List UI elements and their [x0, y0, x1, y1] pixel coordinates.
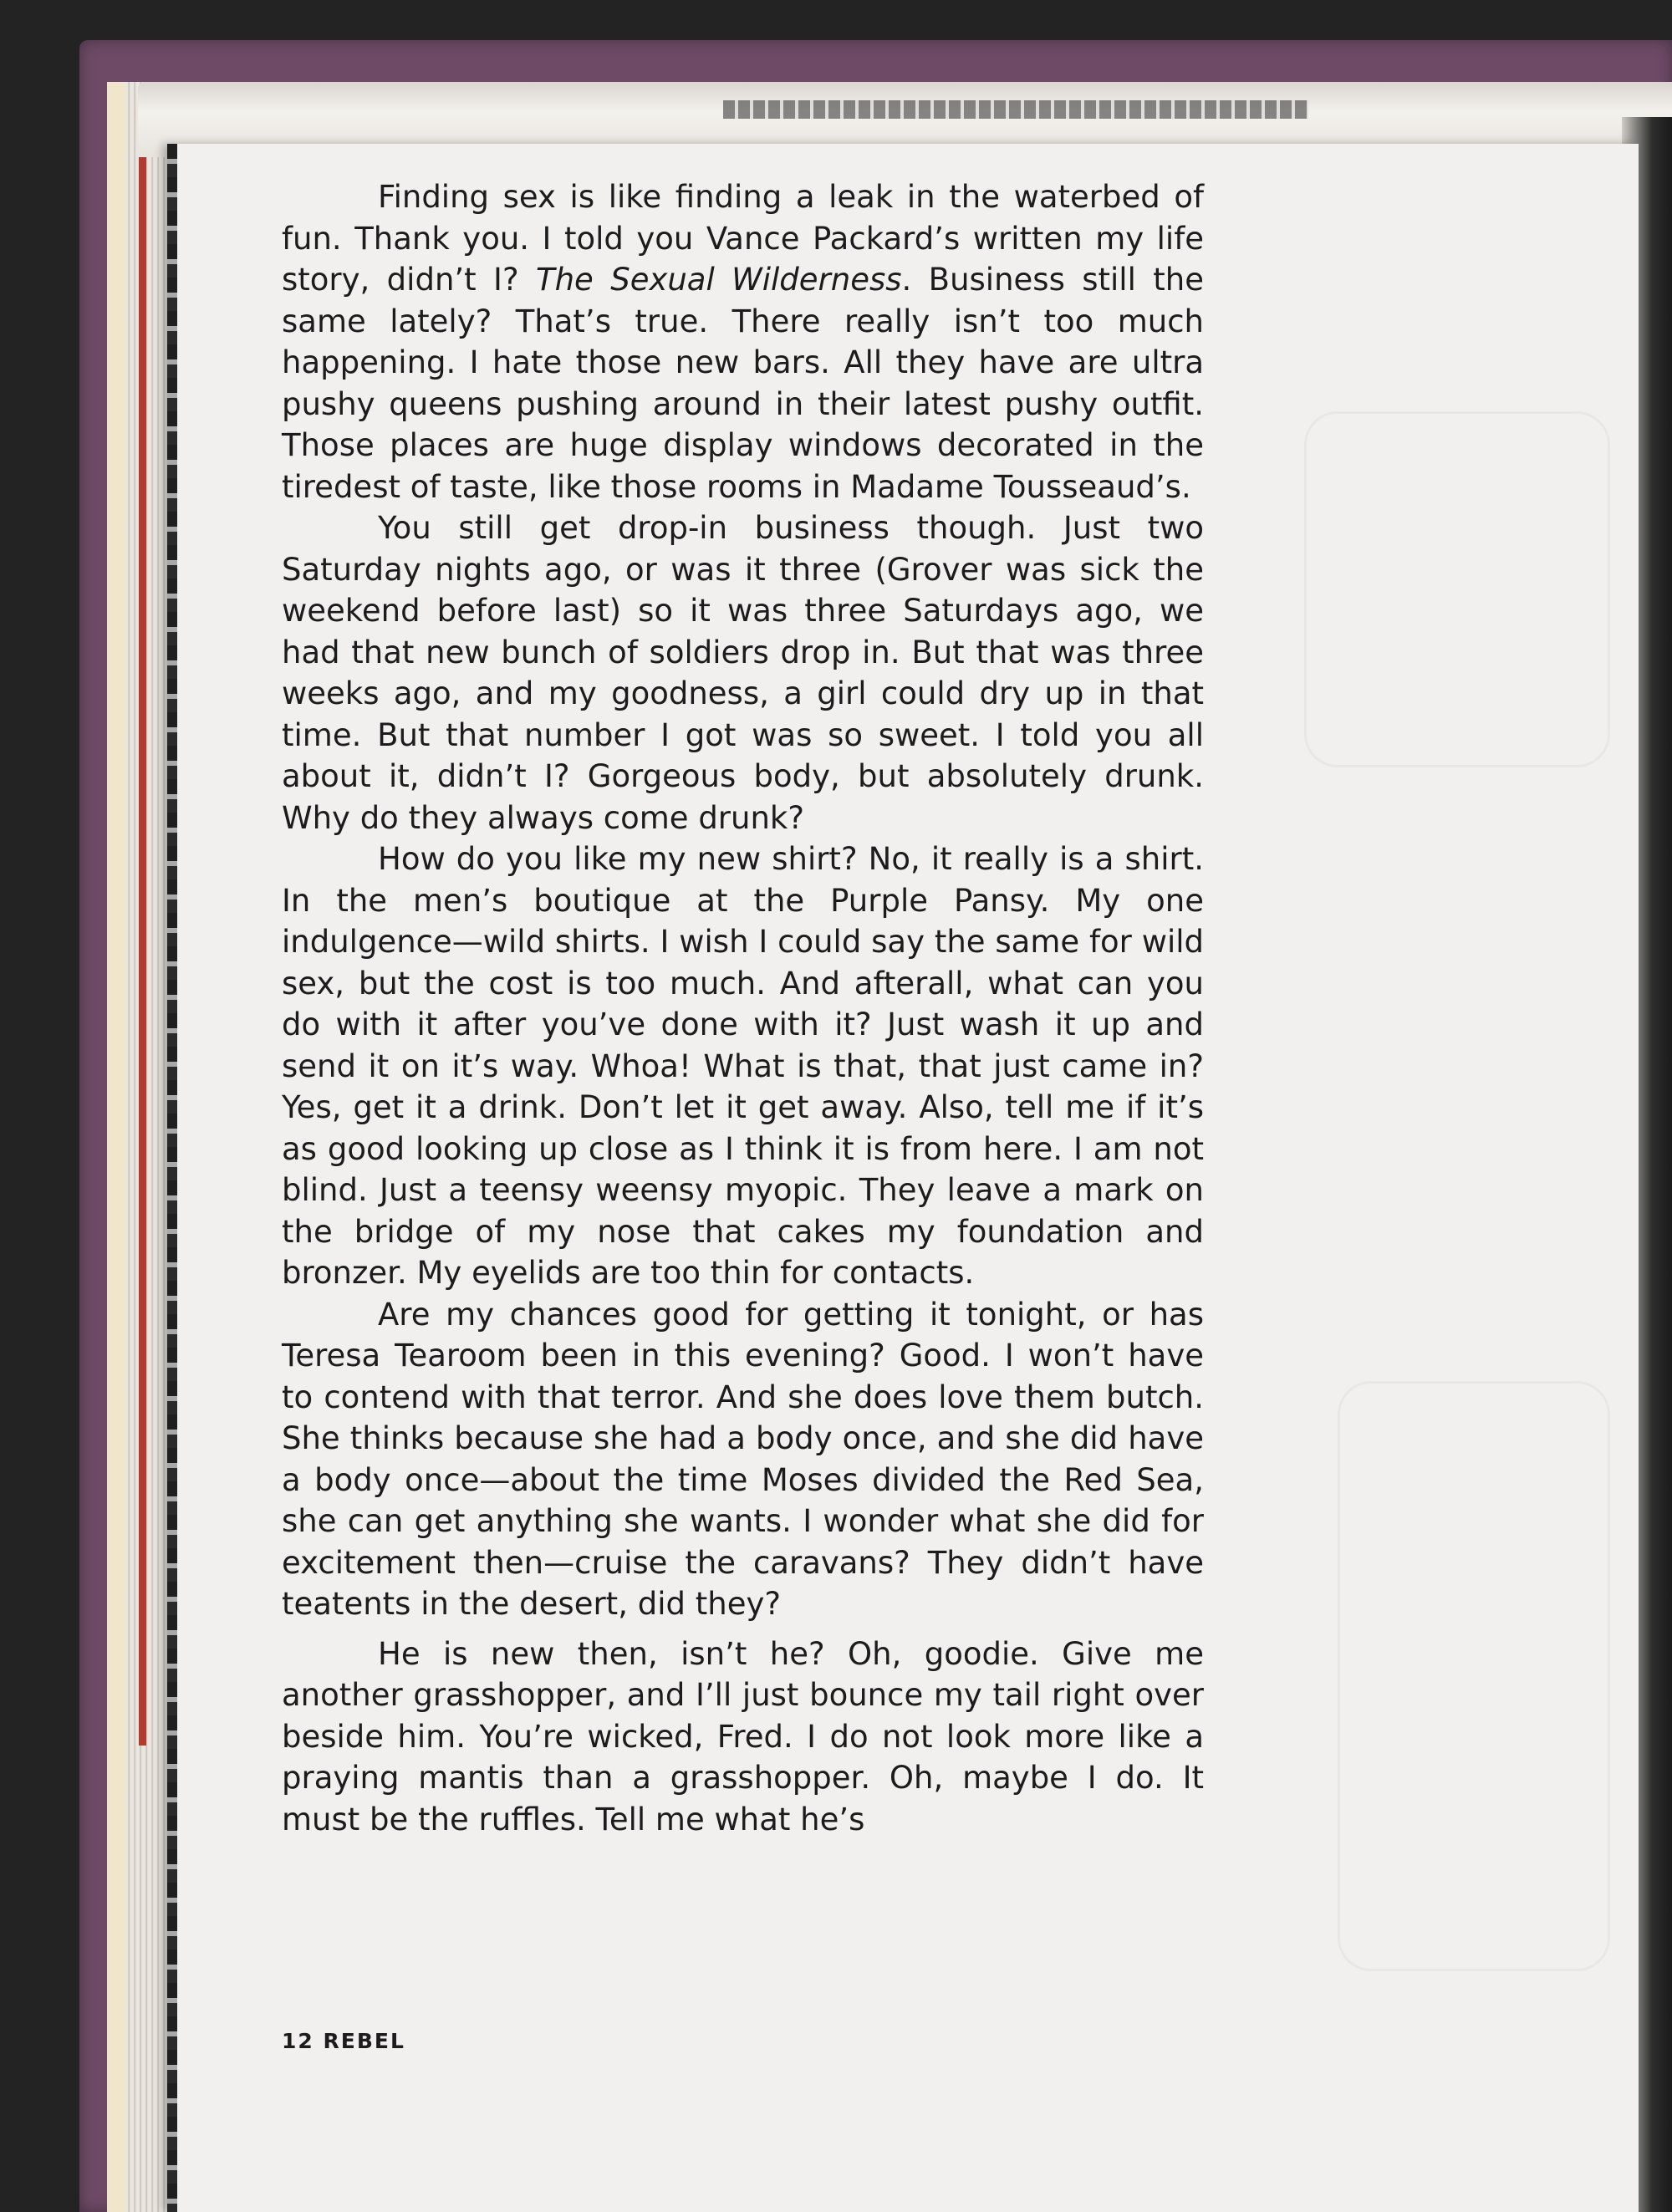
- paragraph: You still get drop-in business though. Just two Saturday nights ago, or was it three (Grover was sick the weekend before last) so it was three Saturdays ago, we had that new bunch of soldiers drop in. But that was three weeks ago, and my goodness, a girl could dry up in that time. But that number I got was so sweet. I told you all about it, didn’t I? Gorgeous body, but absolutely drunk. Why do they always come drunk?: [282, 510, 1204, 836]
- book-title-italic: The Sexual Wilderness: [536, 262, 902, 298]
- paragraph-text: . Business still the same lately? That’s true. There really isn’t too much happening. I hate those new bars. All they have are ultra pushy queens pushing around in their latest pushy outfit. Those places are huge display windows decorated in the tiredest of taste, like those rooms in Madame Tousseaud’s.: [282, 262, 1204, 505]
- paragraph-text: Finding sex is like finding a leak in the waterbed of fun. Thank you. I told you Vance Packard’s written my life story, didn’t I?: [282, 179, 1204, 298]
- paragraph: Are my chances good for getting it tonight, or has Teresa Tearoom been in this evening? Good. I won’t have to contend with that terror. And she does love them butch. She thinks because she had a body once, and she did have a body once—about the time Moses divided the Red Sea, she can get anything she wants. I wonder what she did for excitement then—cruise the caravans? They didn’t have teatents in the desert, did they?: [282, 1296, 1204, 1622]
- show-through-shape: [1304, 411, 1610, 767]
- page-edge-stack: [107, 82, 174, 2212]
- show-through-shape: [1338, 1381, 1610, 1971]
- page-number-folio: 12 REBEL: [282, 2029, 405, 2053]
- article-body: [282, 176, 1204, 1840]
- page-edge-cream: [107, 82, 125, 2212]
- binding-strip: [167, 144, 177, 2212]
- paragraph: He is new then, isn’t he? Oh, goodie. Give me another grasshopper, and I’ll just bounce my tail right over beside him. You’re wicked, Fred. I do not look more like a praying mantis than a grasshopper. Oh, maybe I do. It must be the ruffles. Tell me what he’s: [282, 1635, 1204, 1837]
- page-edge-red-sliver: [139, 157, 146, 1746]
- show-through-heading: [723, 100, 1308, 119]
- paragraph: [282, 176, 1204, 507]
- paragraph: How do you like my new shirt? No, it really is a shirt. In the men’s boutique at the Purple Pansy. My one indulgence—wild shirts. I wish I could say the same for wild sex, but the cost is too much. And afterall, what can you do with it after you’ve done with it? Just wash it up and send it on it’s way. Whoa! What is that, that just came in? Yes, get it a drink. Don’t let it get away. Also, tell me if it’s as good looking up close as I think it is from here. I am not blind. Just a teensy weensy myopic. They leave a mark on the bridge of my nose that cakes my foundation and bronzer. My eyelids are too thin for contacts.: [282, 841, 1204, 1291]
